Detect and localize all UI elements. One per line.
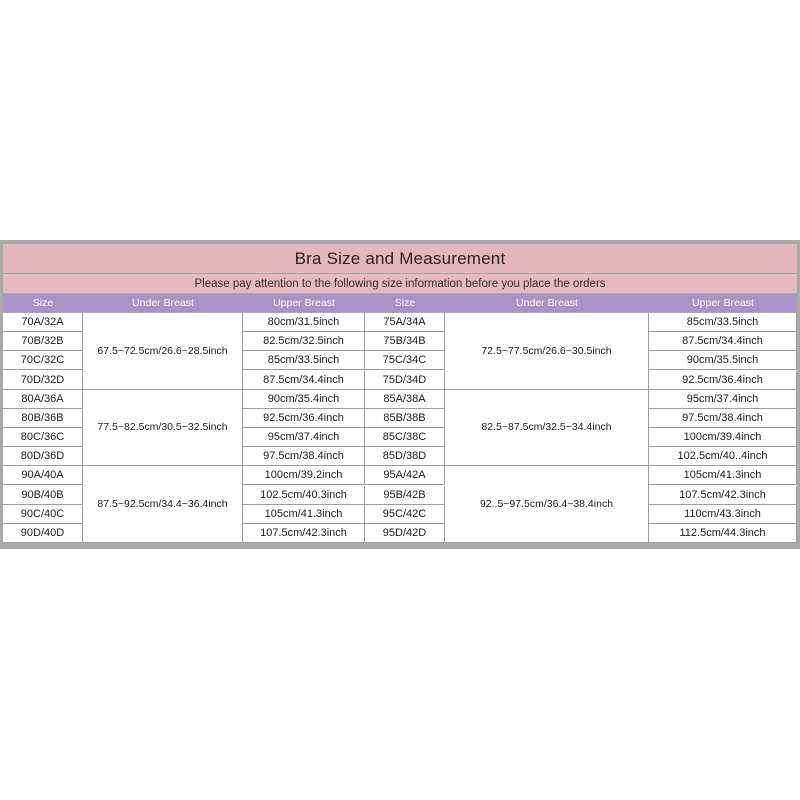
size-cell: 95B/42B xyxy=(365,486,445,505)
under-breast-cell: 77.5~82.5cm/30.5~32.5inch xyxy=(83,390,243,467)
upper-breast-cell: 90cm/35.5inch xyxy=(649,351,797,370)
under-breast-cell: 67.5~72.5cm/26.6~28.5inch xyxy=(83,313,243,390)
upper-breast-cell: 97.5cm/38.4inch xyxy=(649,409,797,428)
header-upper-breast-right: Upper Breast xyxy=(692,297,754,309)
upper-breast-cell: 82.5cm/32.5inch xyxy=(243,332,365,351)
size-cell: 70C/32C xyxy=(3,351,83,370)
size-cell: 80D/36D xyxy=(3,447,83,466)
size-cell: 90D/40D xyxy=(3,524,83,543)
upper-breast-cell: 102.5cm/40.3inch xyxy=(243,486,365,505)
upper-breast-cell: 105cm/41.3inch xyxy=(649,466,797,485)
under-breast-cell: 72.5~77.5cm/26.6~30.5inch xyxy=(445,313,649,390)
size-cell: 75B/34B xyxy=(365,332,445,351)
upper-breast-cell: 110cm/43.3inch xyxy=(649,505,797,524)
upper-breast-cell: 100cm/39.4inch xyxy=(649,428,797,447)
size-cell: 75C/34C xyxy=(365,351,445,370)
upper-breast-cell: 87.5cm/34.4inch xyxy=(649,332,797,351)
size-cell: 90B/40B xyxy=(3,486,83,505)
size-cell: 85A/38A xyxy=(365,390,445,409)
size-chart xyxy=(0,240,800,549)
upper-breast-cell: 107.5cm/42.3inch xyxy=(649,486,797,505)
chart-title: Bra Size and Measurement xyxy=(294,248,506,268)
upper-breast-cell: 87.5cm/34.4inch xyxy=(243,371,365,390)
size-cell: 75A/34A xyxy=(365,313,445,332)
upper-breast-cell: 97.5cm/38.4inch xyxy=(243,447,365,466)
size-cell: 95A/42A xyxy=(365,466,445,485)
size-cell: 75D/34D xyxy=(365,371,445,390)
size-cell: 95C/42C xyxy=(365,505,445,524)
size-cell: 70D/32D xyxy=(3,371,83,390)
size-cell: 90C/40C xyxy=(3,505,83,524)
upper-breast-cell: 90cm/35.4inch xyxy=(243,390,365,409)
header-row xyxy=(3,294,797,312)
upper-breast-cell: 80cm/31.5inch xyxy=(243,313,365,332)
upper-breast-cell: 92.5cm/36.4inch xyxy=(243,409,365,428)
upper-breast-cell: 85cm/33.5inch xyxy=(243,351,365,370)
upper-breast-cell: 85cm/33.5inch xyxy=(649,313,797,332)
upper-breast-cell: 107.5cm/42.3inch xyxy=(243,524,365,543)
under-breast-cell: 87.5~92.5cm/34.4~36.4inch xyxy=(83,466,243,543)
size-table xyxy=(3,313,797,543)
upper-breast-cell: 95cm/37.4inch xyxy=(649,390,797,409)
upper-breast-cell: 102.5cm/40..4inch xyxy=(649,447,797,466)
header-size-left: Size xyxy=(32,297,54,309)
under-breast-cell: 92..5~97.5cm/36.4~38.4inch xyxy=(445,466,649,543)
size-cell: 85D/38D xyxy=(365,447,445,466)
upper-breast-cell: 105cm/41.3inch xyxy=(243,505,365,524)
upper-breast-cell: 112.5cm/44.3inch xyxy=(649,524,797,543)
upper-breast-cell: 92.5cm/36.4inch xyxy=(649,371,797,390)
title-bar xyxy=(3,244,797,273)
size-cell: 80B/36B xyxy=(3,409,83,428)
chart-subtitle: Please pay attention to the following size information before you place the orders xyxy=(194,277,606,290)
size-cell: 95D/42D xyxy=(365,524,445,543)
upper-breast-cell: 100cm/39.2inch xyxy=(243,466,365,485)
header-under-breast-left: Under Breast xyxy=(132,297,194,309)
upper-breast-cell: 95cm/37.4inch xyxy=(243,428,365,447)
size-cell: 80A/36A xyxy=(3,390,83,409)
header-under-breast-right: Under Breast xyxy=(516,297,578,309)
size-cell: 90A/40A xyxy=(3,466,83,485)
subtitle-bar xyxy=(3,274,797,293)
size-cell: 85C/38C xyxy=(365,428,445,447)
header-upper-breast-left: Upper Breast xyxy=(273,297,335,309)
size-cell: 85B/38B xyxy=(365,409,445,428)
size-cell: 70B/32B xyxy=(3,332,83,351)
under-breast-cell: 82.5~87.5cm/32.5~34.4inch xyxy=(445,390,649,467)
size-cell: 80C/36C xyxy=(3,428,83,447)
header-size-right: Size xyxy=(394,297,416,309)
size-cell: 70A/32A xyxy=(3,313,83,332)
